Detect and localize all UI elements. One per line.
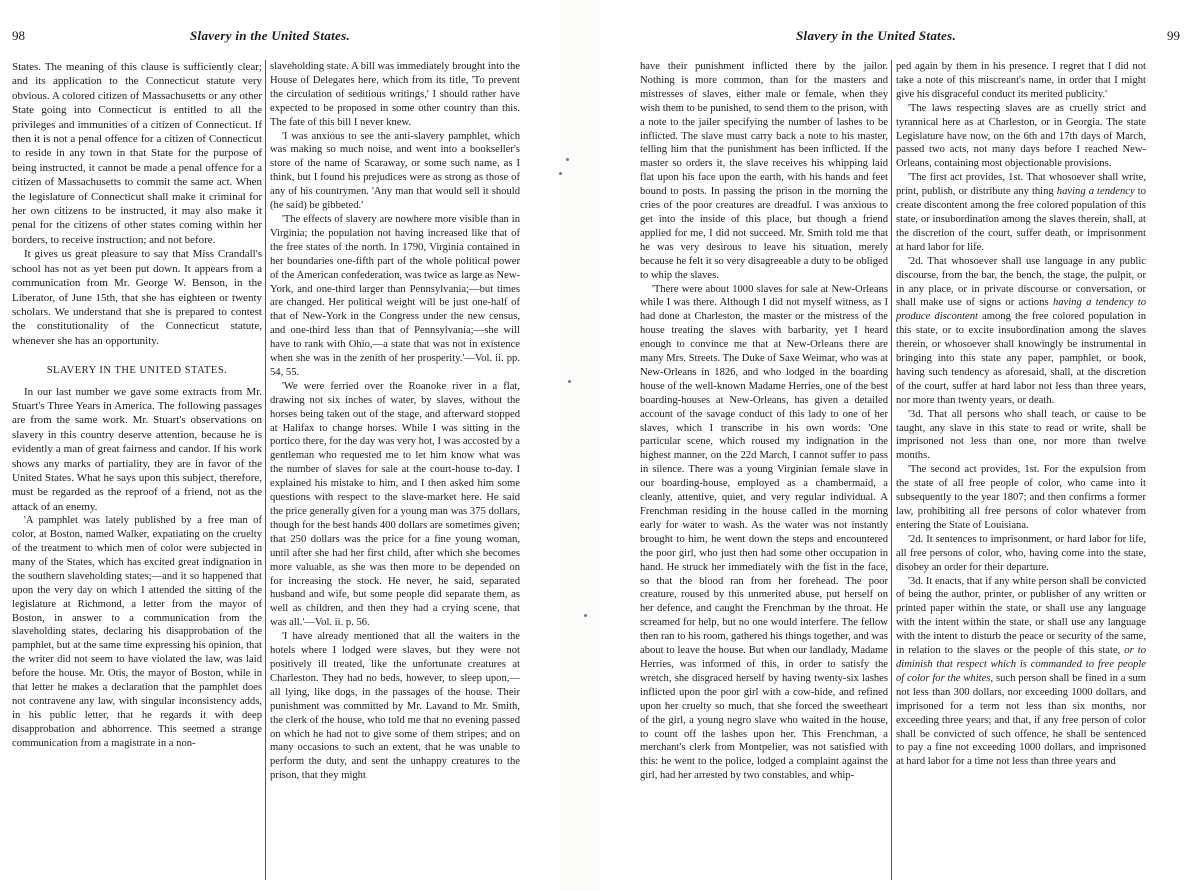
speck [559, 172, 562, 175]
speck [568, 380, 571, 383]
paragraph: States. The meaning of this clause is sufficiently clear; and its application to the Connecticut statute very obvious. A colored citizen of Massachusetts or any other State going into Connecticut is entitled to all the privileges and immunities of a citizen of Connecticut. If then it is not a penal offence for a citizen of Connecticut to reside in any town in that State for the purpose of being instructed, it cannot be made a penal offence for a citizen of Massachusetts to commit the same act. When the legislature of Connecticut shall make it criminal for her own citizens to be instructed, it may also make it penal for the citizens of other states coming within her borders, to receive instruction; and not before. [12, 61, 262, 246]
italic-run: having a tendency [1056, 186, 1135, 198]
paragraph: In our last number we gave some extracts from Mr. Stuart's Three Years in America. The following passages are from the same work. Mr. Stuart's observations on slavery in this country deserve attention, because he is evidently a man of great fairness and candor. If his work shows any marks of partiality, they are in favor of the United States. What he says upon this subject, therefore, must be regarded as the reproof of a friend, not as the attack of an enemy. [12, 385, 262, 513]
text-run: among the free colored population in this state, or to excite insubordination among the slaves therein, or whosoever shall knowingly be instrumental in bringing into this state any paper, pamphlet, or book, having such tendency as aforesaid, shall, at the discretion of the court, suffer at hard labor not less than three years, nor more than twenty years, or death. [896, 311, 1146, 406]
left-page-number: 98 [12, 28, 25, 43]
text-run: '3d. It enacts, that if any white person shall be convicted of being the author, printer, or publisher of any written or printed paper within the state, or shall use any language with the intent within the state, or shall use any language with the intent to disturb the peace or security of the same, in relation to the slaves or the people of this state, [896, 575, 1146, 657]
section-heading: SLAVERY IN THE UNITED STATES. [46, 365, 228, 377]
book-gutter [560, 0, 600, 891]
paragraph: have their punishment inflicted there by the jailor. Nothing is more common, than for the masters and mistresses of slaves, either male or female, when they wish them to be punished, to send them to the prison, with a note to the jailer specifying the number of lashes to be inflicted. The slave must carry back a note to his master, telling him that the punishment has been inflicted. If the master so orders it, the slave receives his whipping laid flat upon his face upon the earth, with his hands and feet bound to posts. In passing the prison in the morning the cries of the poor creatures are dreadful. I was anxious to get into the inside of this place, but though a friend applied for me, I did not succeed. Mr. Smith told me that he was very desirous to leave his situation, merely because he felt it so very disagreeable a duty to be obliged to whip the slaves. [640, 61, 888, 281]
speck [584, 614, 587, 617]
column-rule [891, 60, 892, 880]
left-column-1 [12, 60, 262, 751]
paragraph: 'The effects of slavery are nowhere more visible than in Virginia; the population not having increased like that of the free states of the north. In 1790, Virginia contained in her boundaries one-fifth part of the whole political power of the American confederation, was twice as large as New-York, and one-third larger than Pennsylvania;—but times are changed. Her political weight will be just one-half of that of New-York in the Congress under the new census, and one-third less than that of Pennsylvania;—she will have to rank with Ohio,—a state that was not in existence when she was in the zenith of her prosperity.'—Vol. ii. pp. 54, 55. [270, 213, 520, 378]
paragraph [896, 575, 1146, 770]
paragraph: '3d. That all persons who shall teach, or cause to be taught, any slave in this state to read or write, shall be imprisoned not less than one, nor more than twelve months. [896, 408, 1146, 462]
paragraph: It gives us great pleasure to say that Miss Crandall's school has not as yet been put down. It appears from a communication from Mr. George W. Benson, in the Liberator, of June 15th, that she has eighteen or twenty scholars. We understand that she is prepared to contest the constitutionality of the Connecticut statute, whenever she has an opportunity. [12, 248, 262, 347]
italic-run: having a tendency to produce discontent [896, 297, 1146, 323]
paragraph: 'I was anxious to see the anti-slavery pamphlet, which was making so much noise, and went into a bookseller's store of the name of Scaraway, or some such name, as I think, but I found his prejudices were as strong as those of any of his countrymen. 'Any man that would sell it should (he said) be gibbeted.' [270, 130, 520, 212]
paragraph: 'We were ferried over the Roanoke river in a flat, drawing not six inches of water, by slaves, without the horses being taken out of the stage, and afterward stopped at Halifax to change horses. While I was sitting in the portico there, for the day was very hot, I was accosted by a gentleman who requested me to let him know what was the number of slaves for sale at the court-house to-day. I explained his mistake to him, and I then asked him some questions with respect to the slave-market here. He said the price generally given for a young man was 375 dollars, though for the best hands 400 dollars are sometimes given; that 250 dollars was the price for a fine young woman, until after she had her first child, after which she becomes more valuable, as she was then more to be depended on for increasing the stock. He never, he said, separated husband and wife, but some people did separate them, as well as children, and then they had a crying scene, that was all.'—Vol. ii. p. 56. [270, 380, 520, 629]
paragraph: 'The second act provides, 1st. For the expulsion from the state of all free people of color, who came into it subsequently to the year 1807; and then confirms a former law, prohibiting all free persons of color whatever from entering the State of Louisiana. [896, 464, 1146, 531]
right-column-2 [896, 60, 1146, 769]
paragraph [896, 255, 1146, 408]
right-page [600, 0, 1200, 891]
italic-run: or to diminish that respect which is commanded to free people of color for the whites [896, 645, 1146, 684]
right-running-head: Slavery in the United States. [796, 28, 957, 43]
right-page-header [600, 28, 1200, 44]
text-run: 'The first act provides, 1st. That whosoever shall write, print, publish, or distribute any thing [896, 172, 1146, 198]
paragraph: 'The laws respecting slaves are as cruelly strict and tyrannical here as at Charleston, or in Georgia. The state Legislature have now, on the 6th and 17th days of March, passed two acts, not many days before I reached New-Orleans, containing most objectionable provisions. [896, 102, 1146, 170]
speck [566, 158, 569, 161]
paragraph: 'I have already mentioned that all the waiters in the hotels where I lodged were slaves, but they were not positively ill treated, like the unfortunate creatures at Charleston. They had no beds, however, to sleep upon,—all lying, like dogs, in the passages of the house. Their punishment was committed by Mr. Lavand to Mr. Smith, the clerk of the house, who told me that no evening passed on which he had not to give some of them stripes; and on many occasions to such an extent, that he was unable to perform the duty, and sent the unhappy creatures to the prison, that they might [270, 631, 520, 782]
paragraph: 'A pamphlet was lately published by a free man of color, at Boston, named Walker, expatiating on the cruelty of the treatment to which men of color were subjected in many of the States, which has excited great indignation in the southern slaveholding states;—and it so happened that upon the very day on which I attended the sitting of the legislature at Richmond, a letter from the mayor of Boston, in answer to a communication from the slaveholding states, declaring his disapprobation of the pamphlet, but at the same time expressing his opinion, that the writer did not seem to have violated the law, was laid before the house. Mr. Otis, the mayor of Boston, while in that letter he makes a declaration that the pamphlet does not contravene any law, with singular inconsistency adds, in his public letter, that he regards it with deep disapprobation and abhorrence. This seemed a strange communication from a magistrate in a non- [12, 515, 262, 749]
text-run: , such person shall be fined in a sum not less than 300 dollars, nor exceeding 1000 dollars, and imprisoned for a term not less than six months, nor exceeding three years; and that, if any free person of color shall be convicted of such offence, he shall be sentenced to pay a fine not exceeding 1000 dollars, and imprisoned at hard labor for a time not less than three years and [896, 672, 1147, 768]
paragraph: slaveholding state. A bill was immediately brought into the House of Delegates here, which from its title, 'To prevent the circulation of seditious writings,' I should rather have expected to be proposed in some other country than this. The fate of this bill I never knew. [270, 61, 520, 128]
column-rule [265, 60, 266, 880]
text-run: '2d. That whosoever shall use language in any public discourse, from the bar, the bench, the stage, the pulpit, or in any place, or in private discourse or conversation, or shall make use of signs or actions [896, 255, 1146, 309]
right-page-number: 99 [1167, 28, 1180, 43]
paragraph: 'There were about 1000 slaves for sale at New-Orleans while I was there. Although I did not myself witness, as I had done at Charleston, the master or the mistress of the house treating the slaves with barbarity, yet I heard enough to convince me that at New-Orleans there are many Mrs. Streets. The Duke of Saxe Weimar, who was at New-Orleans in 1826, and who lodged in the boarding house of the well-known Madame Herries, one of the best boarding-houses at New-Orleans, has given a detailed account of the savage conduct of this lady to one of her slaves, which I transcribe in his own words: 'One particular scene, which roused my indignation in the highest manner, on the 22d March, I cannot suffer to pass in silence. There was a young Virginian female slave in our boarding-house, employed as a chambermaid, a cleanly, attentive, quiet, and very regular individual. A Frenchman residing in the house called in the morning early for water to wash. As the water was not instantly brought to him, he went down the steps and encountered the poor girl, who just then had some other occupation in hand. He struck her immediately with the fist in the face, so that the blood ran from her forehead. The poor creature, roused by this unmerited abuse, put herself on her defence, and caught the Frenchman by the throat. He screamed for help, but no one would interfere. The fellow then ran to his room, gathered his things together, and was about to leave the house. But when our landlady, Madame Herries, was informed of this, in order to satisfy the wretch, she disgraced herself by having twenty-six lashes inflicted upon the poor girl with a cow-hide, and refined upon her cruelty so much, that she forced the sweetheart of the girl, a young negro slave who waited in the house, to count off the lashes upon her. This Frenchman, a merchant's clerk from Montpelier, was not satisfied with this: he went to the police, lodged a complaint against the girl, had her arrested by two constables, and whip- [640, 283, 888, 782]
text-run: to create discontent among the free colored population of this state, or insubordination among the slaves therein, shall, at the discretion of the court, suffer death, or imprisonment at hard labor for life. [896, 186, 1147, 253]
left-page-header [0, 28, 560, 44]
left-page [0, 0, 560, 891]
left-column-2 [270, 60, 520, 783]
paragraph [896, 171, 1146, 254]
paragraph: '2d. It sentences to imprisonment, or hard labor for life, all free persons of color, who, having come into the state, disobey an order for their departure. [896, 533, 1146, 573]
paragraph: ped again by them in his presence. I regret that I did not take a note of this miscreant's name, in order that I might give his disgraceful conduct its merited publicity.' [896, 61, 1146, 100]
left-running-head: Slavery in the United States. [190, 28, 351, 43]
right-column-1 [640, 60, 888, 783]
